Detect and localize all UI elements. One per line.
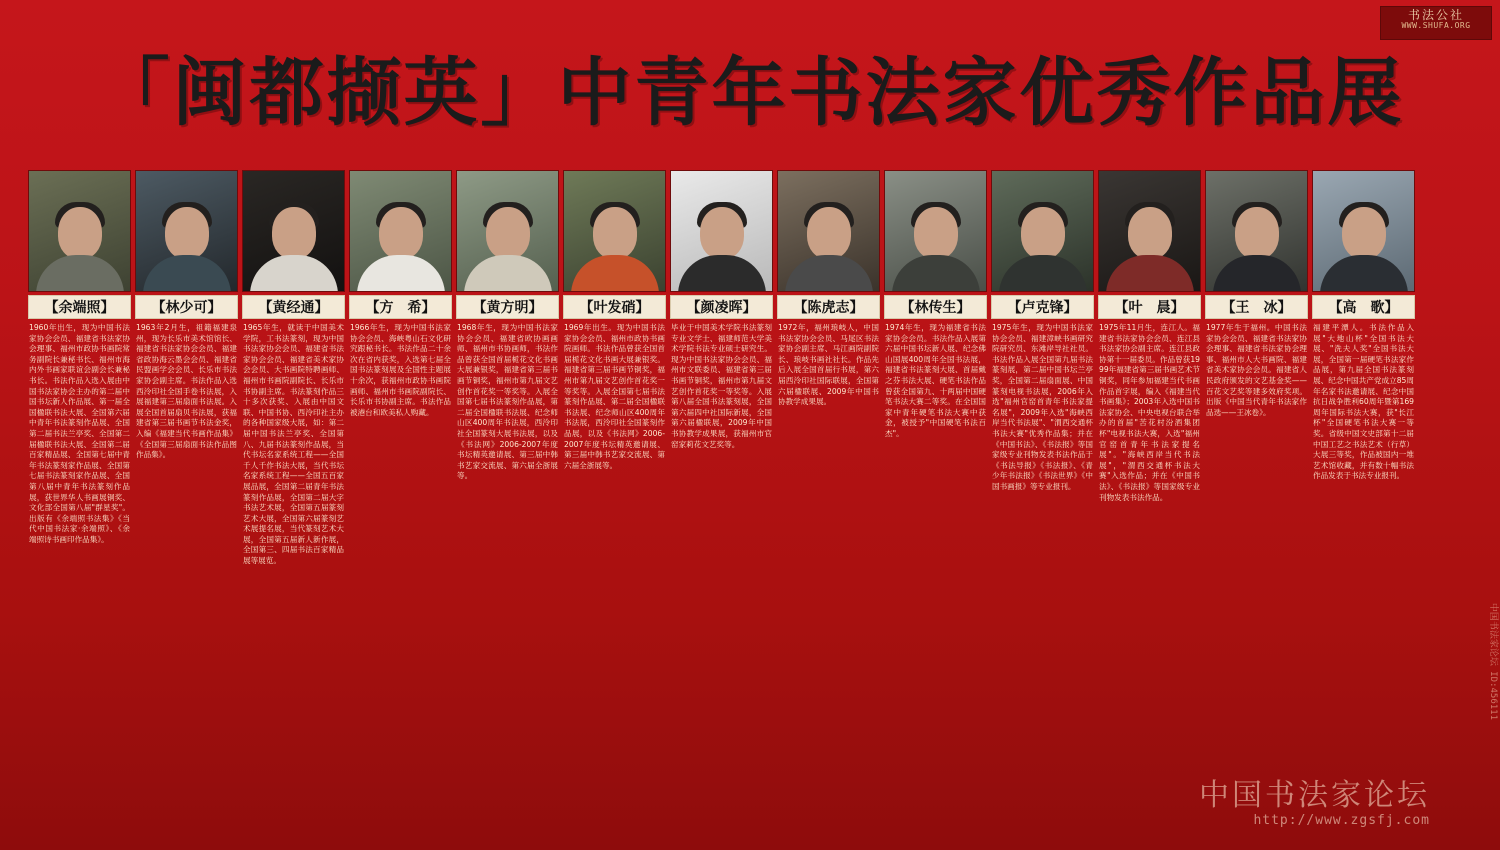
portrait-photo — [884, 170, 987, 292]
exhibitor-bio: 1966年生，现为中国书法家协会会员、海峡粤山石文化研究跟秘书长。书法作品二十余次在省内获奖，入选第七届全国书法篆刻展及全国性主题展十余次，获福州市政协书画院画师、福州市书画院副院长、长乐市书协副主席。书法作品被港台和欧美私人购藏。 — [350, 323, 451, 417]
exhibitor-card — [563, 170, 666, 567]
exhibitor-name: 【林传生】 — [884, 295, 987, 319]
portrait-photo — [242, 170, 345, 292]
exhibitor-card — [991, 170, 1094, 567]
portrait-photo — [135, 170, 238, 292]
exhibitor-name: 【陈虎志】 — [777, 295, 880, 319]
portrait-photo — [456, 170, 559, 292]
exhibitor-bio: 1975年生，现为中国书法家协会会员、福建漳峡书画研究院研究员、东滩岸导社社员。书法作品入展全国第九届书法篆刻展，第二届中国书坛兰亭奖，全国第二届扇面展、中国篆刻电视书法展，2006年入选"福州官窑首青年书法家提名展"，2009年入选"海峡西岸当代书法展"、"渭西交通杯书法大赛"优秀作品集；并在《中国书法》、《书法报》等国家级专业刊物发表书法作品于《书法导报》《书法报》、《青少年书法报》《书法世界》《中国书画报》等专业报刊。 — [992, 323, 1093, 491]
poster-title-text: 「闽都撷英」中青年书法家优秀作品展 — [95, 50, 1405, 136]
exhibitor-name: 【叶 晨】 — [1098, 295, 1201, 319]
exhibitor-name: 【王 冰】 — [1205, 295, 1308, 319]
exhibitor-name: 【卢克锋】 — [991, 295, 1094, 319]
brand-stamp-cn: 书法公社 — [1407, 8, 1464, 22]
exhibitor-bio: 1968年生，现为中国书法家协会会员、福建省欧协画画师、福州市书协画师，书法作品曾获全国首届栀花文化书画大展兼银奖，福建省第三届书画节铜奖，福州市第九届文艺创作首花奖一等奖等。入展全国第七届书法篆刻作品展，第二届全国楹联书法展、纪念师山区400周年书法展，西泠印社全国篆刻大展书法展，以及《书法网》2006-2007年度书坛精英邀请展、第三届中韩书艺家交流展、第六届全浙展等。 — [457, 323, 558, 481]
portrait-photo — [563, 170, 666, 292]
exhibitor-bio: 1965年生，就读于中国美术学院，工书法篆刻，现为中国书法家协会会员、福建省书法家协会会员、福建省美术家协会会员、大书画院特聘画师、福州市书画院副院长、长乐市书协副主席。书法篆刻作品三十多次获奖、入展由中国文联、中国书协、西泠印社主办的各种国家级大展，如：第二届中国书法兰亭奖、全国第八、九届书法篆刻作品展，当代书坛名家系统工程——全国千人千作书法大展，当代书坛名家系统工程——全国五百家展品展，全国第二届青年书法篆刻作品展，全国第二届大字书法艺术展，全国第五届篆刻艺术大展，全国第六届篆刻艺术展提名展，当代篆刻艺术大展，全国第五届新人新作展，全国第三、四届书法百家精品展等展览。 — [243, 323, 344, 566]
portrait-photo — [1312, 170, 1415, 292]
exhibitor-name: 【高 歌】 — [1312, 295, 1415, 319]
portrait-photo — [991, 170, 1094, 292]
exhibitor-bio: 福建平潭人。书法作品入展"大地山杯"全国书法大展、"洗夫人奖"全国书法大展，全国第一届硬笔书法家作品展，第九届全国书法篆刻展、纪念中国共产党成立85周年名家书法邀请展、纪念中国抗日战争胜利60周年暨第169周年国际书法大赛，获"长江杯"全国硬笔书法大赛一等奖。省级中国文史部第十二届中国工艺之书法艺术（行草）大展三等奖，作品被国内一堆艺术馆收藏，并有数十幅书法作品发表于书法专业报刊。 — [1313, 323, 1414, 481]
portrait-photo — [670, 170, 773, 292]
bottom-watermark-url: http://www.zgsfj.com — [1253, 813, 1430, 828]
bottom-watermark-cn: 中国书法家论坛 — [1199, 778, 1430, 813]
exhibitor-card — [670, 170, 773, 567]
exhibitor-bio: 1974年生，现为福建省书法家协会会员。书法作品入展第六届中国书坛新人展、纪念佛山国展400周年全国书法展，福建省书法篆刻大展、首届戴之芬书法大展、硬笔书法作品曾获全国第九、十两届中国硬笔书法大赛二等奖。在全国国家中青年硬笔书法大赛中获金，被授予"中国硬笔书法百杰"。 — [885, 323, 986, 438]
exhibitor-card — [242, 170, 345, 567]
exhibitor-bio: 1969年出生。现为中国书法家协会会员、福州市政协书画院画师。书法作品曾获全国首届栀花文化书画大展兼银奖。福建省第三届书画节铜奖，福州市第九届文艺创作首花奖一等奖等。入展全国第七届书法篆刻作品展、第二届全国楹联书法展、纪念师山区400周年书法展，西泠印社全国篆刻作品展，以及《书法网》2006-2007年度书坛精英邀请展、第三届中韩书艺家交流展、第六届全浙展等。 — [564, 323, 665, 470]
exhibitor-grid — [28, 170, 1476, 567]
exhibitor-name: 【林少可】 — [135, 295, 238, 319]
exhibitor-bio: 1975年11月生，连江人。福建省书法家协会会员、连江县书法家协会副主席。连江县政协第十一届委员。作品曾获1999年福建省第三届书画艺术节铜奖，同年参加福建当代书画作品首字展，编入《福建当代书画集》；2003年入选中国书法家协会、中央电视台联合举办的首届"苦花村汾酒集团杯"电视书法大赛，入选"福州官窑首青年书法家提名展"。"海峡西岸当代书法展"，"渭西交通杯书法大赛"入选作品；并在《中国书法》、《书法报》等国家级专业刊物发表书法作品。 — [1099, 323, 1200, 502]
exhibitor-card — [349, 170, 452, 567]
brand-stamp-watermark — [1380, 6, 1492, 40]
portrait-photo — [777, 170, 880, 292]
exhibitor-card — [456, 170, 559, 567]
side-code-watermark: 中国书法家论坛 ID:456111 — [1488, 602, 1498, 720]
portrait-photo — [349, 170, 452, 292]
page-title — [0, 52, 1500, 134]
exhibitor-name: 【叶发硝】 — [563, 295, 666, 319]
exhibitor-card — [884, 170, 987, 567]
exhibitor-name: 【方 希】 — [349, 295, 452, 319]
exhibitor-name: 【黄方明】 — [456, 295, 559, 319]
exhibitor-bio: 1963年2月生，祖籍福建泉州，现为长乐市美术馆馆长、福建省书法家协会会员、福建省政协海云墨会会员、福建省民盟画学会会员、长乐市书法家协会副主席。书法作品入选西泠印社全国手卷书法展，入展福建第三届扇面书法展。入展全国首届扇贝书法展，获福建省第三届书画节书法金奖，入编《福建当代书画作品集》《全国第三届扇面书法作品图作品集》。 — [136, 323, 237, 460]
exhibitor-bio: 1960年出生，现为中国书法家协会会员、福建省书法家协会理事、福州市政协书画院常务副院长兼秘书长、福州市海内外书画家联谊会副会长兼秘书长。书法作品入选入展由中国书法家协会主办的第二届中国书坛新人作品展、第一届全国楹联书法大展、全国第六届中青年书法篆刻作品展、全国第二届书法兰亭奖、全国第二届楹联书法大展、全国第二届百家精品展、全国第七届中青年书法篆刻家作品展、全国第七届书法篆刻家作品展、全国第八届中青年书法篆刻作品展，获世界华人书画展铜奖、文化部全国第八届"群星奖"。出版有《余端照书法集》《当代中国书法家·余端照》、《余端照诗书画印作品集》。 — [29, 323, 130, 544]
exhibitor-card — [1098, 170, 1201, 567]
brand-stamp-url: WWW.SHUFA.ORG — [1401, 21, 1471, 31]
exhibitor-card — [28, 170, 131, 567]
exhibitor-bio: 1972年，福州琅岐人，中国书法家协会会员、马尾区书法家协会副主席、马江画院副院长、琅岐书画社社长。作品先后入展全国首届行书展，第六届西泠印社国际联展，全国第六届楹联展、2009年中国书协教学成果展。 — [778, 323, 879, 407]
exhibitor-name: 【黄经通】 — [242, 295, 345, 319]
exhibitor-card — [135, 170, 238, 567]
exhibitor-name: 【余端照】 — [28, 295, 131, 319]
exhibitor-card — [777, 170, 880, 567]
bottom-watermark — [1199, 779, 1430, 828]
exhibitor-bio: 毕业于中国美术学院书法篆刻专业文学士、福建师范大学美术学院书法专业硕士研究生。现为中国书法家协会会员、福州市文联委员、福建省第三届书画节铜奖，福州市第九届文艺创作首花奖一等奖等。入展第八届全国书法篆刻展，全国第六届四中社国际新展，全国第六届楹联展，2009年中国书协教学成果展，获福州市官窑家莉花文艺奖等。 — [671, 323, 772, 449]
exhibitor-name: 【颜凌晖】 — [670, 295, 773, 319]
portrait-photo — [1205, 170, 1308, 292]
portrait-photo — [1098, 170, 1201, 292]
exhibitor-bio: 1977年生于福州。中国书法家协会会员、福建省书法家协会理事、福建省书法家协会理事、福州市人大书画院、福建省美术家协会会员。福建省人民政府颁发的文艺基金奖——百花文艺奖等建多效府奖项。出版《中国当代青年书法家作品选——王冰卷》。 — [1206, 323, 1307, 417]
exhibitor-card — [1312, 170, 1415, 567]
portrait-photo — [28, 170, 131, 292]
exhibitor-card — [1205, 170, 1308, 567]
